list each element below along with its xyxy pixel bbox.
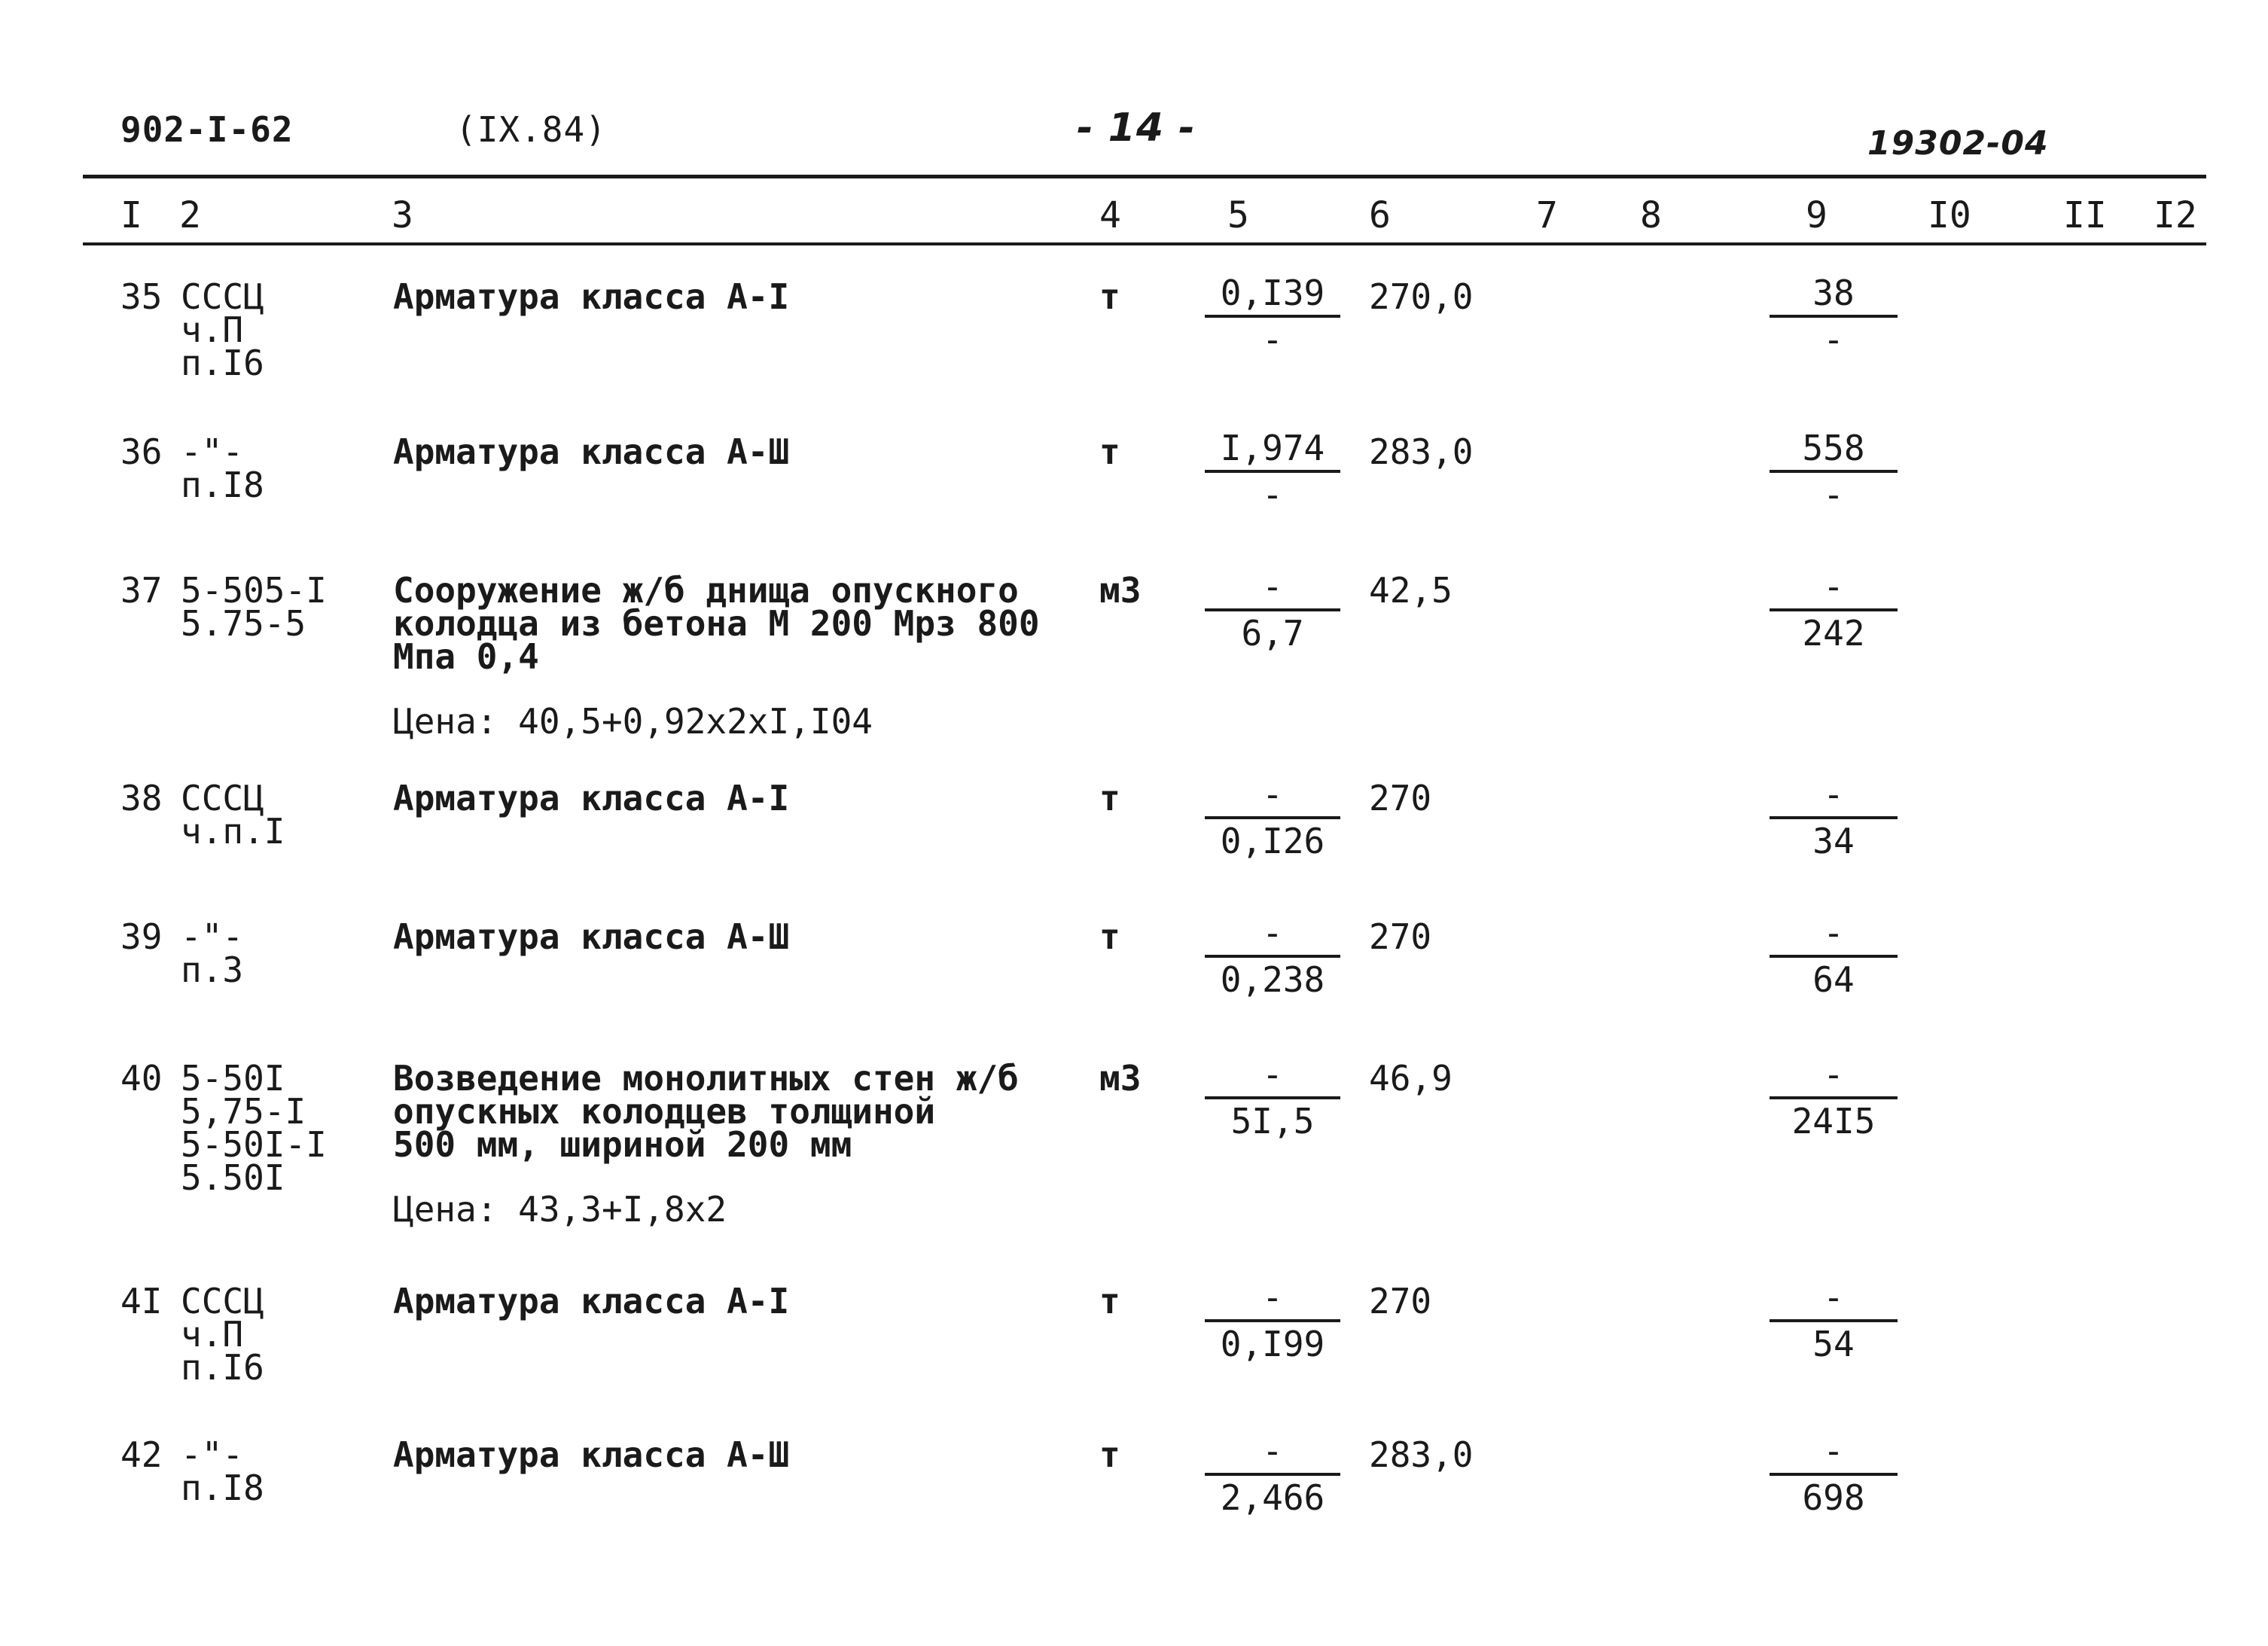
row-number: 39 bbox=[120, 916, 163, 957]
work-description-line: Мпа 0,4 bbox=[393, 636, 539, 677]
column-number: 5 bbox=[1227, 194, 1249, 236]
rate-code-line: 5-50I-I bbox=[181, 1124, 327, 1165]
cost-fraction bbox=[1770, 274, 1898, 358]
rate-code-line: 5,75-I bbox=[181, 1091, 306, 1132]
row-number: 42 bbox=[120, 1434, 163, 1475]
quantity-bottom: 5I,5 bbox=[1230, 1101, 1315, 1142]
quantity-fraction bbox=[1205, 568, 1340, 652]
work-description bbox=[393, 1281, 790, 1321]
fraction-bar bbox=[1770, 470, 1898, 473]
rate-code-line: п.I8 bbox=[181, 1468, 264, 1508]
cost-fraction bbox=[1770, 568, 1898, 652]
column-number: 4 bbox=[1099, 194, 1121, 236]
fraction-bar bbox=[1770, 315, 1898, 318]
cost-fraction bbox=[1770, 776, 1898, 860]
cost-bottom: - bbox=[1823, 474, 1844, 515]
work-description-line: Арматура класса А-Ш bbox=[393, 431, 790, 472]
rate-code-line: СССЦ bbox=[181, 276, 264, 317]
work-description bbox=[393, 276, 790, 317]
row-number: 40 bbox=[120, 1058, 163, 1099]
unit: т bbox=[1099, 916, 1120, 957]
cost-bottom: 24I5 bbox=[1791, 1101, 1876, 1142]
work-description-line: Арматура класса А-Ш bbox=[393, 1434, 790, 1475]
cost-bottom: 698 bbox=[1802, 1477, 1865, 1518]
quantity-fraction bbox=[1205, 1432, 1340, 1516]
quantity-top: - bbox=[1262, 913, 1283, 953]
fraction-bar bbox=[1205, 1473, 1340, 1476]
column-number: 7 bbox=[1536, 194, 1558, 236]
work-description bbox=[393, 1434, 790, 1475]
fraction-bar bbox=[1770, 816, 1898, 819]
fraction-bar bbox=[1770, 1319, 1898, 1322]
unit-price: 270 bbox=[1369, 778, 1432, 818]
unit: т bbox=[1099, 431, 1120, 472]
work-description bbox=[393, 570, 1040, 677]
fraction-bar bbox=[1205, 315, 1340, 318]
rate-code bbox=[181, 570, 327, 644]
unit: м3 bbox=[1099, 570, 1142, 611]
unit-price: 270 bbox=[1369, 916, 1432, 957]
rate-code-line: п.I6 bbox=[181, 343, 264, 383]
document-code: 902-I-62 bbox=[120, 109, 294, 150]
quantity-bottom: 2,466 bbox=[1220, 1477, 1325, 1518]
rate-code-line: ч.п.I bbox=[181, 811, 285, 852]
work-description-line: Арматура класса А-I bbox=[393, 778, 790, 818]
quantity-fraction bbox=[1205, 429, 1340, 514]
quantity-bottom: 6,7 bbox=[1241, 613, 1304, 654]
unit-price: 42,5 bbox=[1369, 570, 1453, 611]
row-number: 37 bbox=[120, 570, 163, 611]
fraction-bar bbox=[1770, 1096, 1898, 1099]
fraction-bar bbox=[1205, 816, 1340, 819]
unit-price: 283,0 bbox=[1369, 431, 1474, 472]
quantity-top: 0,I39 bbox=[1220, 273, 1325, 313]
rate-code bbox=[181, 431, 264, 505]
row-number: 4I bbox=[120, 1281, 163, 1321]
row-number: 35 bbox=[120, 276, 163, 317]
unit: т bbox=[1099, 778, 1120, 818]
rate-code-line: ч.П bbox=[181, 309, 244, 350]
column-number: I0 bbox=[1928, 194, 1971, 236]
quantity-top: - bbox=[1262, 1431, 1283, 1471]
header-rule-top bbox=[83, 175, 2206, 178]
rate-code bbox=[181, 916, 244, 990]
quantity-fraction bbox=[1205, 274, 1340, 358]
quantity-bottom: 0,238 bbox=[1220, 959, 1325, 1000]
work-description bbox=[393, 431, 790, 472]
row-number: 38 bbox=[120, 778, 163, 818]
work-description-line: опускных колодцев толщиной bbox=[393, 1091, 936, 1132]
rate-code-line: ч.П bbox=[181, 1314, 244, 1355]
work-description-line: Арматура класса А-Ш bbox=[393, 916, 790, 957]
rate-code-line: 5.50I bbox=[181, 1157, 285, 1198]
cost-top: - bbox=[1823, 1054, 1844, 1095]
work-description-line: Сооружение ж/б днища опускного bbox=[393, 570, 1019, 611]
rate-code-line: СССЦ bbox=[181, 778, 264, 818]
cost-bottom: 54 bbox=[1812, 1324, 1855, 1364]
column-number: 3 bbox=[392, 194, 413, 236]
quantity-top: - bbox=[1262, 1277, 1283, 1318]
cost-top: 38 bbox=[1812, 273, 1855, 313]
quantity-top: - bbox=[1262, 566, 1283, 607]
quantity-bottom: 0,I26 bbox=[1220, 821, 1325, 861]
quantity-top: - bbox=[1262, 1054, 1283, 1095]
fraction-bar bbox=[1205, 955, 1340, 958]
rate-code-line: -"- bbox=[181, 431, 244, 472]
work-description-line: колодца из бетона М 200 Мрз 800 bbox=[393, 603, 1040, 644]
rate-code-line: СССЦ bbox=[181, 1281, 264, 1321]
cost-top: 558 bbox=[1802, 428, 1865, 468]
rate-code-line: -"- bbox=[181, 916, 244, 957]
rate-code bbox=[181, 1281, 264, 1388]
cost-fraction bbox=[1770, 1432, 1898, 1516]
unit: м3 bbox=[1099, 1058, 1142, 1099]
work-description bbox=[393, 1058, 1019, 1165]
rate-code-line: 5-505-I bbox=[181, 570, 327, 611]
cost-bottom: 34 bbox=[1812, 821, 1855, 861]
quantity-bottom: - bbox=[1262, 319, 1283, 360]
row-number: 36 bbox=[120, 431, 163, 472]
work-description-line: Арматура класса А-I bbox=[393, 276, 790, 317]
header-rule-bottom bbox=[83, 242, 2206, 245]
quantity-top: - bbox=[1262, 774, 1283, 815]
rate-code-line: 5.75-5 bbox=[181, 603, 306, 644]
revision-date: (IX.84) bbox=[456, 109, 607, 150]
work-description-line: Арматура класса А-I bbox=[393, 1281, 790, 1321]
cost-top: - bbox=[1823, 566, 1844, 607]
cost-fraction bbox=[1770, 914, 1898, 998]
quantity-fraction bbox=[1205, 914, 1340, 998]
rate-code bbox=[181, 1058, 327, 1198]
rate-code bbox=[181, 276, 264, 383]
column-number: I bbox=[120, 194, 142, 236]
rate-code-line: п.3 bbox=[181, 949, 244, 990]
quantity-fraction bbox=[1205, 776, 1340, 860]
cost-bottom: 242 bbox=[1802, 613, 1865, 654]
unit-price: 46,9 bbox=[1369, 1058, 1453, 1099]
column-number: 8 bbox=[1640, 194, 1662, 236]
quantity-top: I,974 bbox=[1220, 428, 1325, 468]
quantity-bottom: 0,I99 bbox=[1220, 1324, 1325, 1364]
fraction-bar bbox=[1770, 608, 1898, 611]
cost-top: - bbox=[1823, 774, 1844, 815]
cost-top: - bbox=[1823, 1277, 1844, 1318]
rate-code bbox=[181, 778, 285, 852]
rate-code-line: п.I8 bbox=[181, 465, 264, 505]
cost-fraction bbox=[1770, 1056, 1898, 1140]
unit: т bbox=[1099, 1281, 1120, 1321]
rate-code-line: -"- bbox=[181, 1434, 244, 1475]
rate-code-line: п.I6 bbox=[181, 1347, 264, 1388]
column-number: 6 bbox=[1369, 194, 1391, 236]
quantity-fraction bbox=[1205, 1056, 1340, 1140]
fraction-bar bbox=[1770, 955, 1898, 958]
price-note: Цена: 40,5+0,92х2хI,I04 bbox=[393, 701, 873, 742]
column-number: 9 bbox=[1806, 194, 1828, 236]
column-number: II bbox=[2063, 194, 2107, 236]
page-number: - 14 - bbox=[1077, 105, 1196, 151]
sheet-code: 19302-04 bbox=[1867, 124, 2049, 163]
fraction-bar bbox=[1205, 1096, 1340, 1099]
cost-fraction bbox=[1770, 1279, 1898, 1363]
fraction-bar bbox=[1205, 608, 1340, 611]
fraction-bar bbox=[1205, 1319, 1340, 1322]
cost-bottom: 64 bbox=[1812, 959, 1855, 1000]
fraction-bar bbox=[1205, 470, 1340, 473]
unit: т bbox=[1099, 1434, 1120, 1475]
work-description bbox=[393, 778, 790, 818]
cost-bottom: - bbox=[1823, 319, 1844, 360]
cost-top: - bbox=[1823, 913, 1844, 953]
quantity-bottom: - bbox=[1262, 474, 1283, 515]
rate-code-line: 5-50I bbox=[181, 1058, 285, 1099]
rate-code bbox=[181, 1434, 264, 1508]
quantity-fraction bbox=[1205, 1279, 1340, 1363]
fraction-bar bbox=[1770, 1473, 1898, 1476]
cost-top: - bbox=[1823, 1431, 1844, 1471]
work-description bbox=[393, 916, 790, 957]
work-description-line: Возведение монолитных стен ж/б bbox=[393, 1058, 1019, 1099]
unit-price: 283,0 bbox=[1369, 1434, 1474, 1475]
unit-price: 270 bbox=[1369, 1281, 1432, 1321]
unit: т bbox=[1099, 276, 1120, 317]
price-note: Цена: 43,3+I,8х2 bbox=[393, 1189, 727, 1230]
column-number: I2 bbox=[2154, 194, 2197, 236]
column-number: 2 bbox=[179, 194, 201, 236]
work-description-line: 500 мм, шириной 200 мм bbox=[393, 1124, 852, 1165]
cost-fraction bbox=[1770, 429, 1898, 514]
unit-price: 270,0 bbox=[1369, 276, 1474, 317]
